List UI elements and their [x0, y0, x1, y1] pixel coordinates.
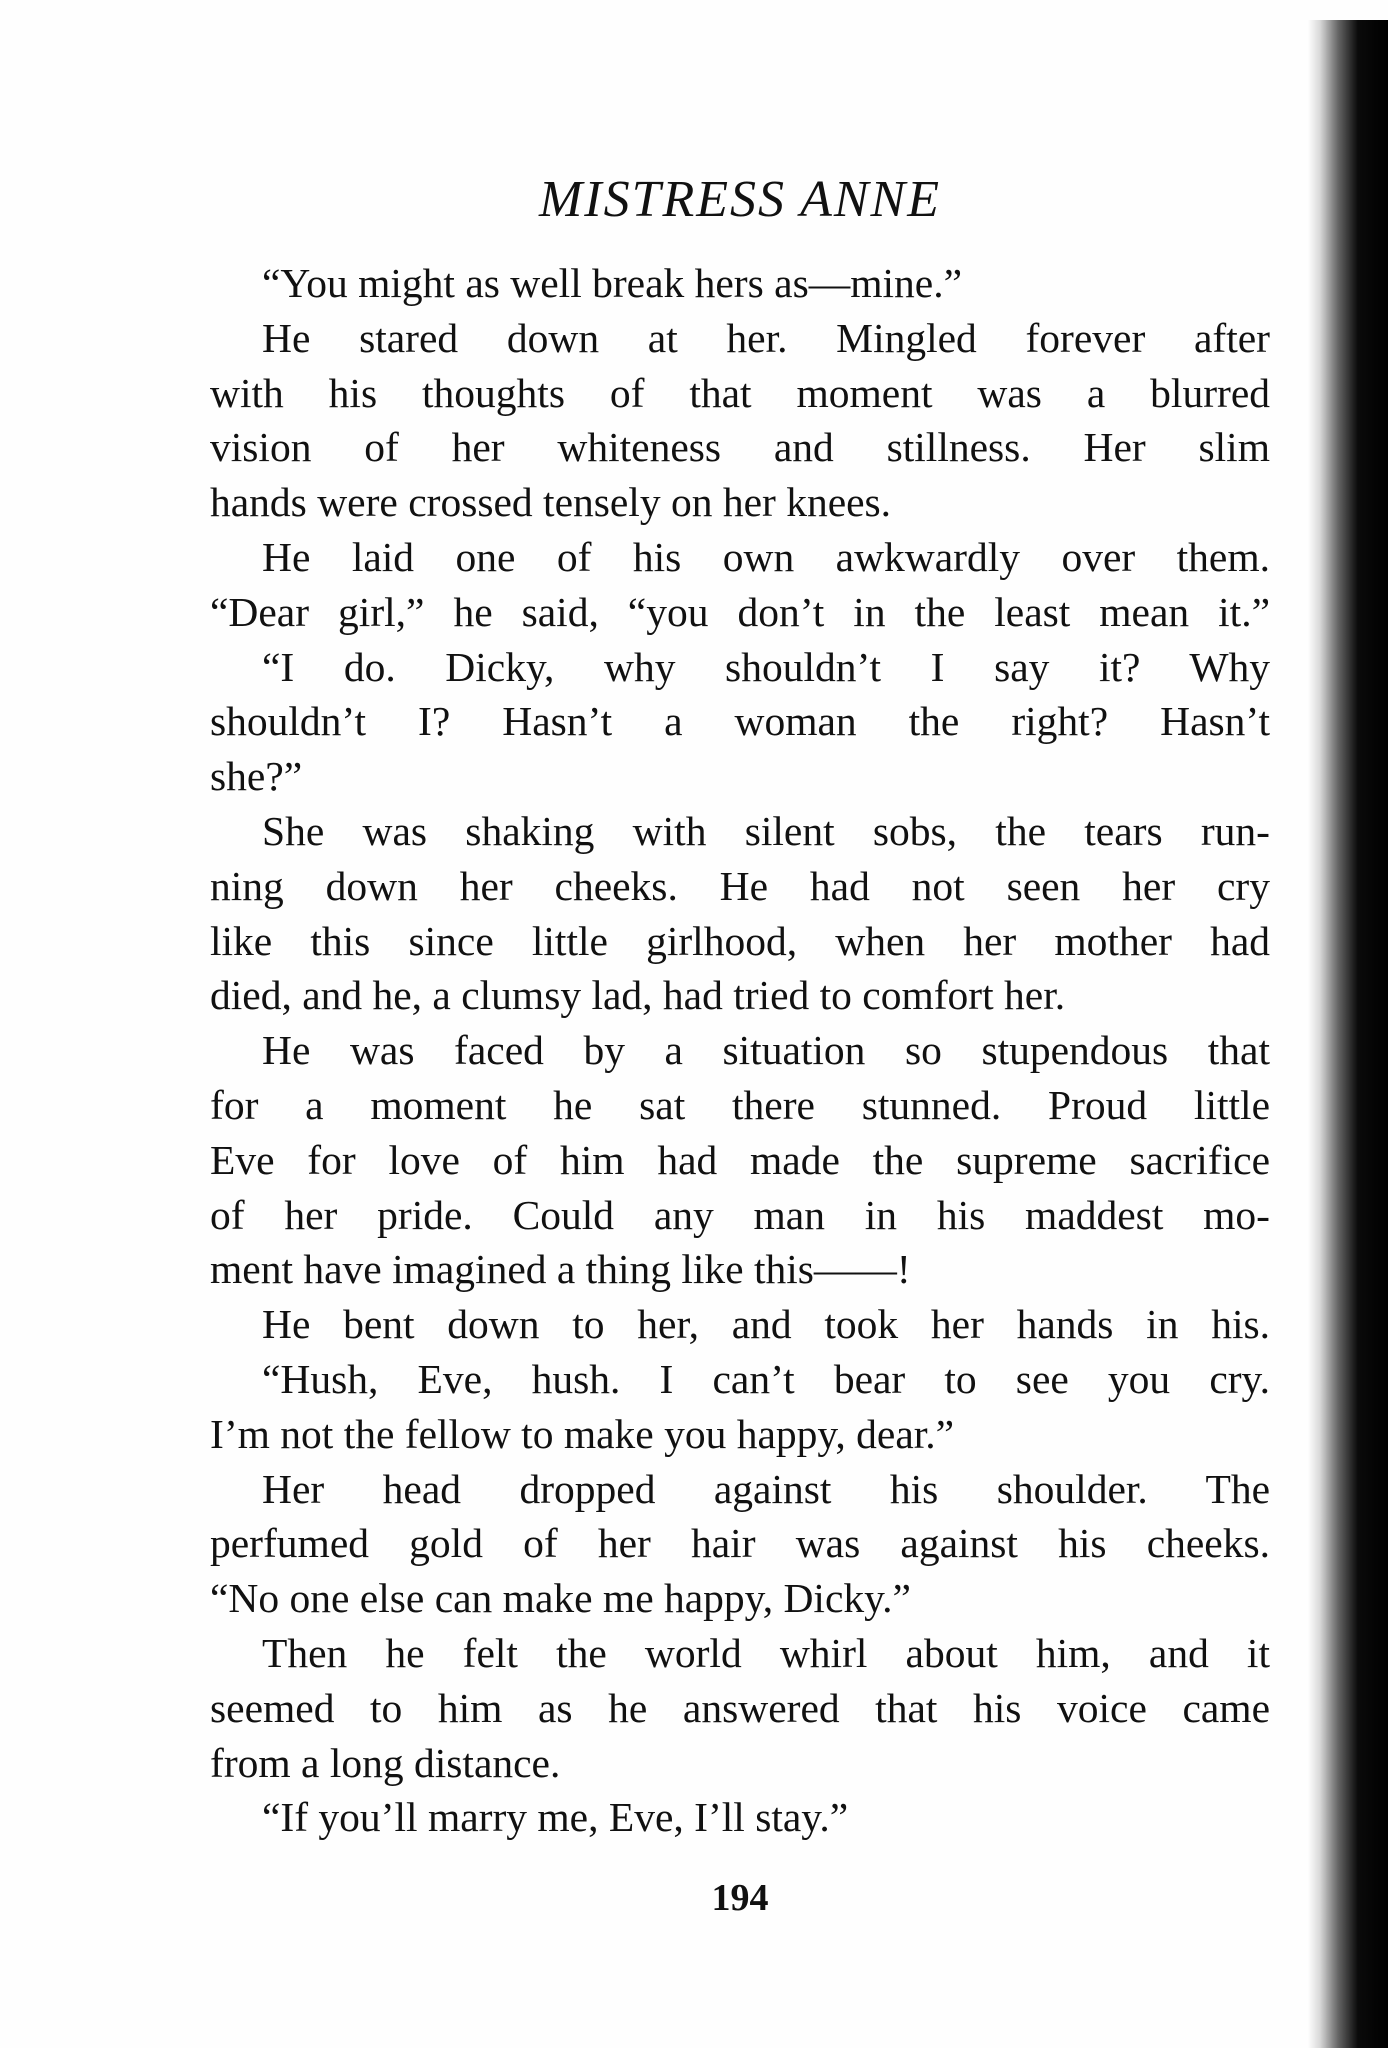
- text-line: vision of her whiteness and stillness. Her slim: [210, 424, 1270, 471]
- page-number: 194: [711, 1877, 769, 1919]
- text-line: He bent down to her, and took her hands in his.: [262, 1301, 1270, 1348]
- text-line: Then he felt the world whirl about him, and it: [262, 1629, 1270, 1676]
- text-line: He laid one of his own awkwardly over them.: [262, 533, 1270, 580]
- text-line: “I do. Dicky, why shouldn’t I say it? Why: [262, 643, 1270, 690]
- text-line: “Dear girl,” he said, “you don’t in the least mean it.”: [210, 588, 1270, 635]
- text-line: for a moment he sat there stunned. Proud little: [210, 1081, 1270, 1128]
- text-line: He stared down at her. Mingled forever after: [262, 314, 1270, 361]
- body-text: [210, 256, 1270, 1845]
- text-line: shouldn’t I? Hasn’t a woman the right? Hasn’t: [210, 698, 1270, 745]
- text-line: she?”: [210, 753, 303, 800]
- text-line: I’m not the fellow to make you happy, dear.”: [210, 1410, 955, 1457]
- text-line: like this since little girlhood, when her mother had: [210, 917, 1270, 964]
- text-line: hands were crossed tensely on her knees.: [210, 479, 892, 526]
- running-head: MISTRESS ANNE: [538, 171, 942, 228]
- text-line: seemed to him as he answered that his voice came: [210, 1684, 1270, 1731]
- text-line: He was faced by a situation so stupendous that: [262, 1027, 1270, 1074]
- page-spine-shadow: [1308, 20, 1388, 2048]
- text-line: with his thoughts of that moment was a blurred: [210, 369, 1270, 416]
- text-line: from a long distance.: [210, 1739, 561, 1786]
- text-line: Her head dropped against his shoulder. The: [262, 1465, 1270, 1512]
- text-line: ning down her cheeks. He had not seen her cry: [210, 862, 1270, 909]
- text-line: perfumed gold of her hair was against his cheeks.: [210, 1520, 1270, 1567]
- text-line: Eve for love of him had made the supreme sacrifice: [210, 1136, 1270, 1183]
- text-line: She was shaking with silent sobs, the tears run-: [262, 807, 1270, 854]
- text-line: “Hush, Eve, hush. I can’t bear to see you cry.: [262, 1355, 1270, 1402]
- text-line: “If you’ll marry me, Eve, I’ll stay.”: [262, 1794, 849, 1841]
- text-line: of her pride. Could any man in his maddest mo-: [210, 1191, 1270, 1238]
- text-line: “You might as well break hers as—mine.”: [262, 260, 962, 306]
- text-line: died, and he, a clumsy lad, had tried to comfort her.: [210, 972, 1066, 1019]
- text-line: ment have imagined a thing like this——!: [210, 1246, 911, 1293]
- text-line: “No one else can make me happy, Dicky.”: [210, 1575, 911, 1622]
